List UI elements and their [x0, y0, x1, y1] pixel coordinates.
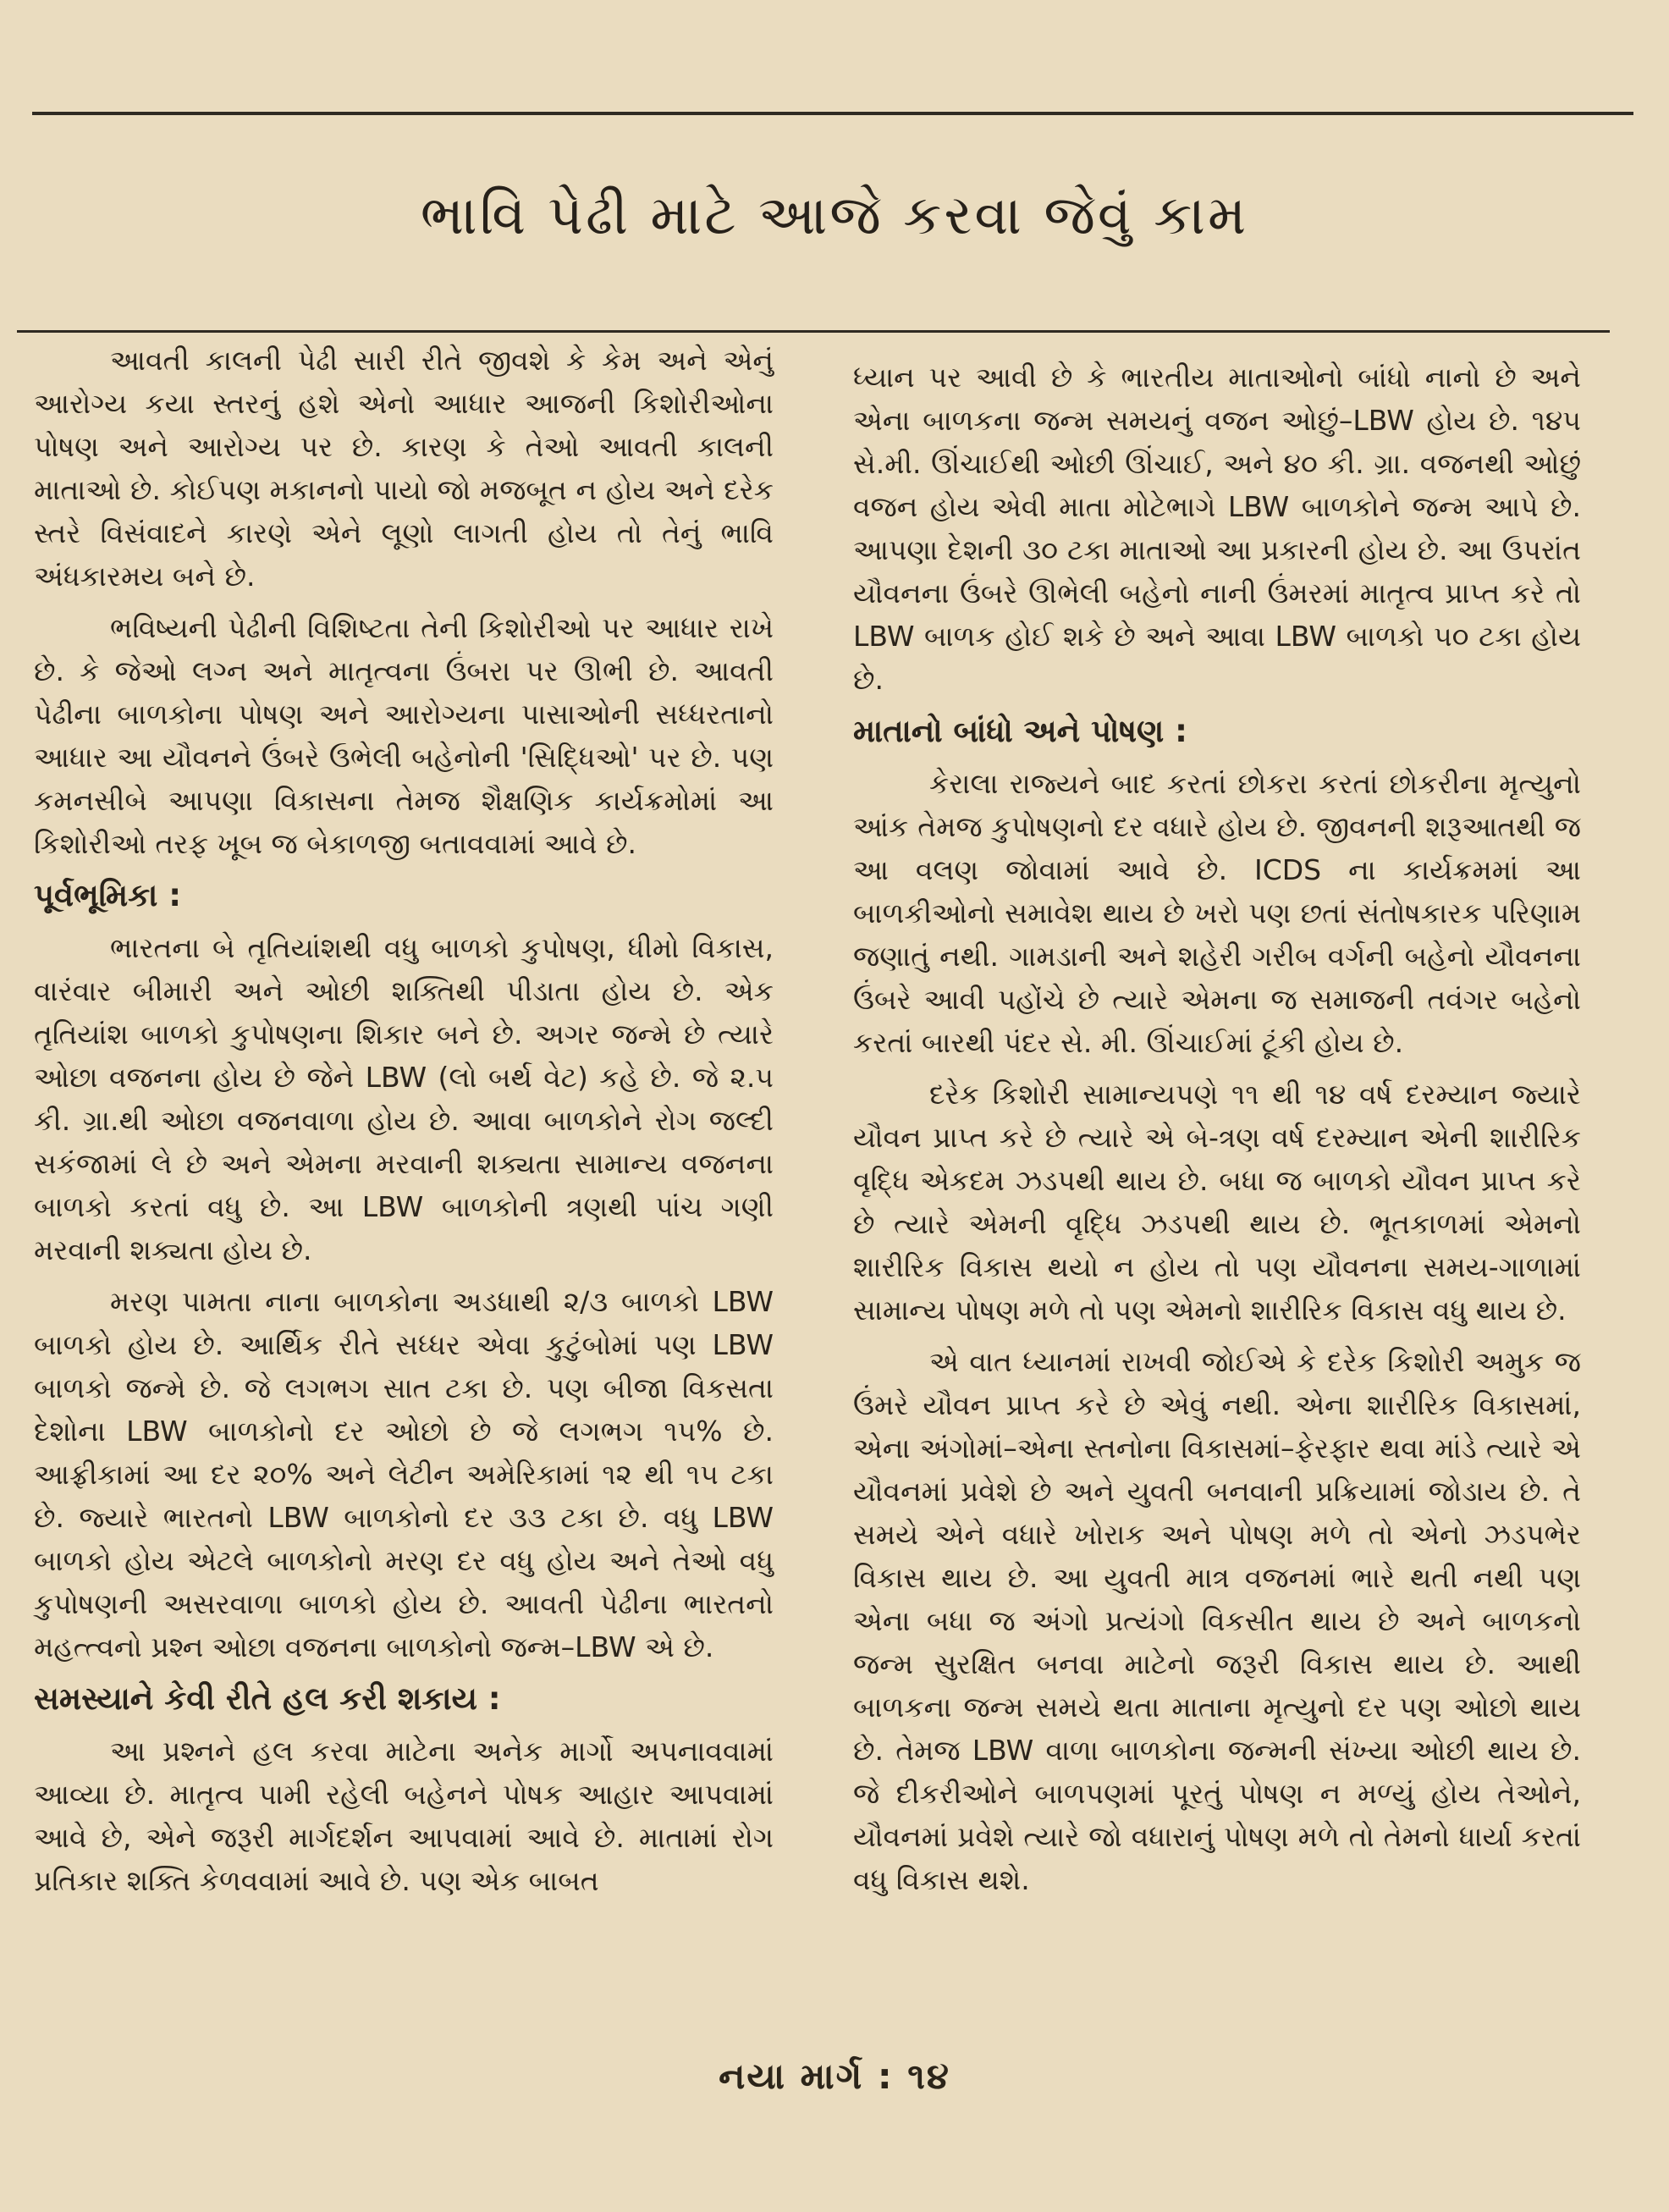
paragraph: ભારતના બે તૃતિયાંશથી વધુ બાળકો કુપોષણ, ધીમો વિકાસ, વારંવાર બીમારી અને ઓછી શક્તિથી પીડાતા હોય છે. એક તૃતિયાંશ બાળકો કુપોષણના શિકાર બને છે. અગર જન્મે છે ત્યારે ઓછા વજનના હોય છે જેને LBW (લો બર્થ વેટ) કહે છે. જે ૨.૫ કી. ગ્રા.થી ઓછા વજનવાળા હોય છે. આવા બાળકોને રોગ જલ્દી સકંજામાં લે છે અને એમના મરવાની શક્યતા સામાન્ય વજનના બાળકો કરતાં વધુ છે. આ LBW બાળકોની ત્રણથી પાંચ ગણી મરવાની શક્યતા હોય છે. — [34, 931, 774, 1266]
section-heading-background: પૂર્વભૂમિકા : — [34, 877, 182, 913]
section-heading-mother: માતાનો બાંધો અને પોષણ : — [853, 713, 1187, 749]
left-column — [34, 339, 774, 1911]
paragraph: ધ્યાન પર આવી છે કે ભારતીય માતાઓનો બાંધો નાનો છે અને એના બાળકના જન્મ સમયનું વજન ઓછું–LBW હોય છે. ૧૪૫ સે.મી. ઊંચાઈથી ઓછી ઊંચાઈ, અને ૪૦ કી. ગ્રા. વજનથી ઓછું વજન હોય એવી માતા મોટેભાગે LBW બાળકોને જન્મ આપે છે. આપણા દેશની ૩૦ ટકા માતાઓ આ પ્રકારની હોય છે. આ ઉપરાંત યૌવનના ઉંબરે ઊભેલી બહેનો નાની ઉંમરમાં માતૃત્વ પ્રાપ્ત કરે તો LBW બાળક હોઈ શકે છે અને આવા LBW બાળકો ૫૦ ટકા હોય છે. — [853, 361, 1581, 696]
paragraph: એ વાત ધ્યાનમાં રાખવી જોઈએ કે દરેક કિશોરી અમુક જ ઉંમરે યૌવન પ્રાપ્ત કરે છે એવું નથી. એના શારીરિક વિકાસમાં, એના અંગોમાં–એના સ્તનોના વિકાસમાં–ફેરફાર થવા માંડે ત્યારે એ યૌવનમાં પ્રવેશે છે અને યુવતી બનવાની પ્રક્રિયામાં જોડાય છે. તે સમયે એને વધારે ખોરાક અને પોષણ મળે તો એનો ઝડપભેર વિકાસ થાય છે. આ યુવતી માત્ર વજનમાં ભારે થતી નથી પણ એના બધા જ અંગો પ્રત્યંગો વિકસીત થાય છે અને બાળકનો જન્મ સુરક્ષિત બનવા માટેનો જરૂરી વિકાસ થાય છે. આથી બાળકના જન્મ સમયે થતા માતાના મૃત્યુનો દર પણ ઓછો થાય છે. તેમજ LBW વાળા બાળકોના જન્મની સંખ્યા ઓછી થાય છે. જે દીકરીઓને બાળપણમાં પૂરતું પોષણ ન મળ્યું હોય તેઓને, યૌવનમાં પ્રવેશે ત્યારે જો વધારાનું પોષણ મળે તો તેમનો ધાર્યા કરતાં વધુ વિકાસ થશે. — [853, 1345, 1581, 1896]
article-title: ભાવિ પેઢી માટે આજે કરવા જેવું કામ — [420, 185, 1249, 247]
paragraph: દરેક કિશોરી સામાન્યપણે ૧૧ થી ૧૪ વર્ષ દરમ્યાન જ્યારે યૌવન પ્રાપ્ત કરે છે ત્યારે એ બે-ત્રણ વર્ષ દરમ્યાન એની શારીરિક વૃદ્ધિ એકદમ ઝડપથી થાય છે. બધા જ બાળકો યૌવન પ્રાપ્ત કરે છે ત્યારે એમની વૃદ્ધિ ઝડપથી થાય છે. ભૂતકાળમાં એમનો શારીરિક વિકાસ થયો ન હોય તો પણ યૌવનના સમય-ગાળામાં સામાન્ય પોષણ મળે તો પણ એમનો શારીરિક વિકાસ વધુ થાય છે. — [853, 1078, 1581, 1327]
paragraph: આ પ્રશ્નને હલ કરવા માટેના અનેક માર્ગો અપનાવવામાં આવ્યા છે. માતૃત્વ પામી રહેલી બહેનને પોષક આહાર આપવામાં આવે છે, એને જરૂરી માર્ગદર્શન આપવામાં આવે છે. માતામાં રોગ પ્રતિકાર શક્તિ કેળવવામાં આવે છે. પણ એક બાબત — [34, 1735, 774, 1897]
paragraph: આવતી કાલની પેઢી સારી રીતે જીવશે કે કેમ અને એનું આરોગ્ય કયા સ્તરનું હશે એનો આધાર આજની કિશોરીઓના પોષણ અને આરોગ્ય પર છે. કારણ કે તેઓ આવતી કાલની માતાઓ છે. કોઈપણ મકાનનો પાયો જો મજબૂત ન હોય અને દરેક સ્તરે વિસંવાદને કારણે એને લૂણો લાગતી હોય તો તેનું ભાવિ અંધકારમય બને છે. — [34, 344, 774, 593]
paragraph: મરણ પામતા નાના બાળકોના અડધાથી ૨/૩ બાળકો LBW બાળકો હોય છે. આર્થિક રીતે સધ્ધર એવા કુટુંબોમાં પણ LBW બાળકો જન્મે છે. જે લગભગ સાત ટકા છે. પણ બીજા વિકસતા દેશોના LBW બાળકોનો દર ઓછો છે જે લગભગ ૧૫% છે. આફ્રીકામાં આ દર ૨૦% અને લેટીન અમેરિકામાં ૧૨ થી ૧૫ ટકા છે. જ્યારે ભારતનો LBW બાળકોનો દર ૩૩ ટકા છે. વધુ LBW બાળકો હોય એટલે બાળકોનો મરણ દર વધુ હોય અને તેઓ વધુ કુપોષણની અસરવાળા બાળકો હોય છે. આવતી પેઢીના ભારતનો મહત્ત્વનો પ્રશ્ન ઓછા વજનના બાળકોનો જન્મ–LBW એ છે. — [34, 1285, 774, 1663]
paragraph: કેરાલા રાજ્યને બાદ કરતાં છોકરા કરતાં છોકરીના મૃત્યુનો આંક તેમજ કુપોષણનો દર વધારે હોય છે. જીવનની શરૂઆતથી જ આ વલણ જોવામાં આવે છે. ICDS ના કાર્યક્રમમાં આ બાળકીઓનો સમાવેશ થાય છે ખરો પણ છતાં સંતોષકારક પરિણામ જણાતું નથી. ગામડાની અને શહેરી ગરીબ વર્ગની બહેનો યૌવનના ઉંબરે આવી પહોંચે છે ત્યારે એમના જ સમાજની તવંગર બહેનો કરતાં બારથી પંદર સે. મી. ઊંચાઈમાં ટૂંકી હોય છે. — [853, 767, 1581, 1059]
top-rule — [32, 112, 1633, 115]
paragraph: ભવિષ્યની પેઢીની વિશિષ્ટતા તેની કિશોરીઓ પર આધાર રાખે છે. કે જેઓ લગ્ન અને માતૃત્વના ઉંબરા પર ઊભી છે. આવતી પેઢીના બાળકોના પોષણ અને આરોગ્યના પાસાઓની સધ્ધરતાનો આધાર આ યૌવનને ઉંબરે ઉભેલી બહેનોની 'સિદ્ધિઓ' પર છે. પણ કમનસીબે આપણા વિકાસના તેમજ શૈક્ષણિક કાર્યક્રમોમાં આ કિશોરીઓ તરફ ખૂબ જ બેકાળજી બતાવવામાં આવે છે. — [34, 611, 774, 860]
section-heading-solution: સમસ્યાને કેવી રીતે હલ કરી શકાય : — [34, 1680, 501, 1717]
right-column — [853, 356, 1581, 1910]
page-footer: નયા માર્ગ : ૧૪ — [719, 2055, 950, 2097]
title-underline-rule — [17, 330, 1610, 333]
